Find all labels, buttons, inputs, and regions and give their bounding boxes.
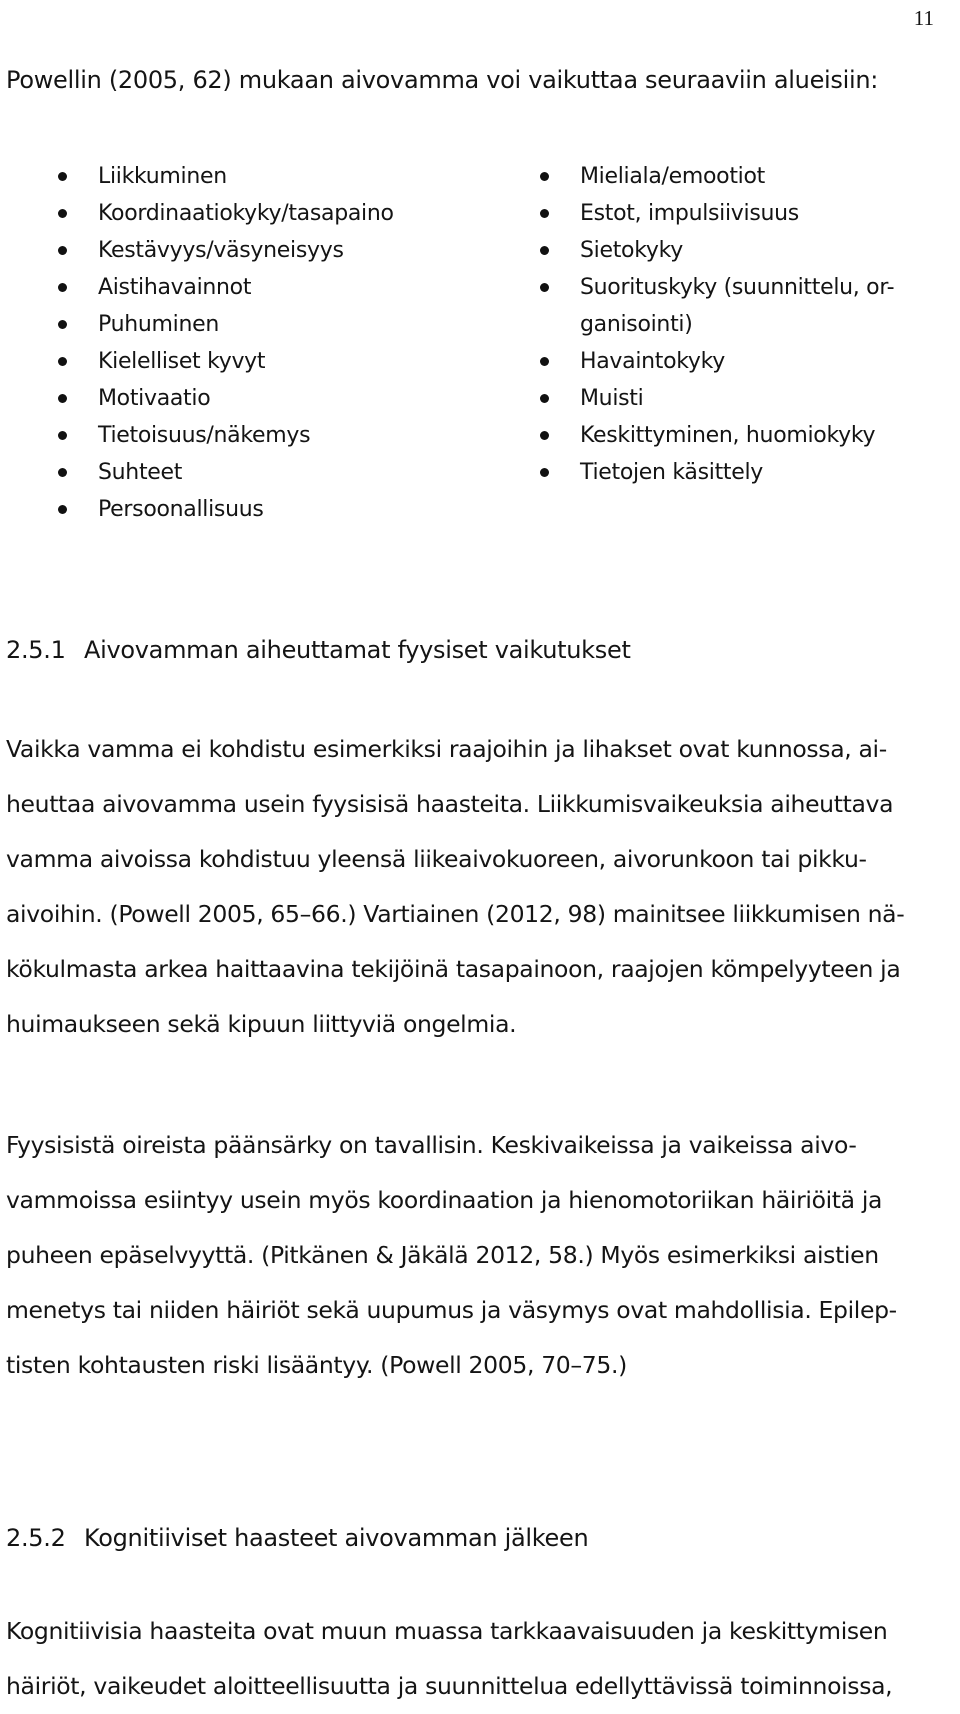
list-item: Sietokyky <box>580 232 894 269</box>
list-item: Tietoisuus/näkemys <box>98 417 394 454</box>
list-item: Muisti <box>580 380 894 417</box>
list-item: Estot, impulsiivisuus <box>580 195 894 232</box>
list-item: Tietojen käsittely <box>580 454 894 491</box>
text-line: tisten kohtausten riski lisääntyy. (Powell 2005, 70–75.) <box>6 1351 627 1379</box>
list-item: Mieliala/emootiot <box>580 158 894 195</box>
text-line: Vaikka vamma ei kohdistu esimerkiksi raajoihin ja lihakset ovat kunnossa, ai- <box>6 735 887 763</box>
list-item: Puhuminen <box>98 306 394 343</box>
section-number: 2.5.2 <box>6 1524 66 1552</box>
text-line: puheen epäselvyyttä. (Pitkänen & Jäkälä 2012, 58.) Myös esimerkiksi aistien <box>6 1241 879 1269</box>
bullet-list-right <box>580 158 894 491</box>
page-number: 11 <box>913 6 934 30</box>
section-heading-2-5-2 <box>6 1524 588 1552</box>
list-item: Suorituskyky (suunnittelu, or- <box>580 269 894 306</box>
section-number: 2.5.1 <box>6 636 66 664</box>
list-item: Motivaatio <box>98 380 394 417</box>
list-item-continuation: ganisointi) <box>580 312 693 337</box>
list-item: Suhteet <box>98 454 394 491</box>
text-line: aivoihin. (Powell 2005, 65–66.) Vartiainen (2012, 98) mainitsee liikkumisen nä- <box>6 900 905 928</box>
list-item: Liikkuminen <box>98 158 394 195</box>
list-item: Koordinaatiokyky/tasapaino <box>98 195 394 232</box>
paragraph-cognitive <box>6 1604 954 1714</box>
paragraph-physical-effects <box>6 722 954 1052</box>
text-line: Fyysisistä oireista päänsärky on tavallisin. Keskivaikeissa ja vaikeissa aivo- <box>6 1131 857 1159</box>
list-item: Havaintokyky <box>580 343 894 380</box>
section-title: Aivovamman aiheuttamat fyysiset vaikutukset <box>84 636 631 664</box>
text-line: menetys tai niiden häiriöt sekä uupumus ja väsymys ovat mahdollisia. Epilep- <box>6 1296 897 1324</box>
text-line: vammoissa esiintyy usein myös koordinaation ja hienomotoriikan häiriöitä ja <box>6 1186 883 1214</box>
text-line: vamma aivoissa kohdistuu yleensä liikeaivokuoreen, aivorunkoon tai pikku- <box>6 845 867 873</box>
section-title: Kognitiiviset haasteet aivovamman jälkeen <box>84 1524 589 1552</box>
text-line: kökulmasta arkea haittaavina tekijöinä tasapainoon, raajojen kömpelyyteen ja <box>6 955 901 983</box>
list-item: Persoonallisuus <box>98 491 394 528</box>
paragraph-symptoms <box>6 1118 954 1393</box>
section-heading-2-5-1 <box>6 636 631 664</box>
intro-sentence: Powellin (2005, 62) mukaan aivovamma voi vaikuttaa seuraaviin alueisiin: <box>6 66 879 94</box>
list-item: Aistihavainnot <box>98 269 394 306</box>
text-line: huimaukseen sekä kipuun liittyviä ongelmia. <box>6 1010 517 1038</box>
bullet-list-left <box>98 158 394 528</box>
text-line: Kognitiivisia haasteita ovat muun muassa tarkkaavaisuuden ja keskittymisen <box>6 1617 888 1645</box>
list-item: Kielelliset kyvyt <box>98 343 394 380</box>
text-line: häiriöt, vaikeudet aloitteellisuutta ja suunnittelua edellyttävissä toiminnoissa, <box>6 1672 893 1700</box>
list-item: Keskittyminen, huomiokyky <box>580 417 894 454</box>
text-line: heuttaa aivovamma usein fyysisisä haasteita. Liikkumisvaikeuksia aiheuttava <box>6 790 894 818</box>
list-item: Kestävyys/väsyneisyys <box>98 232 394 269</box>
